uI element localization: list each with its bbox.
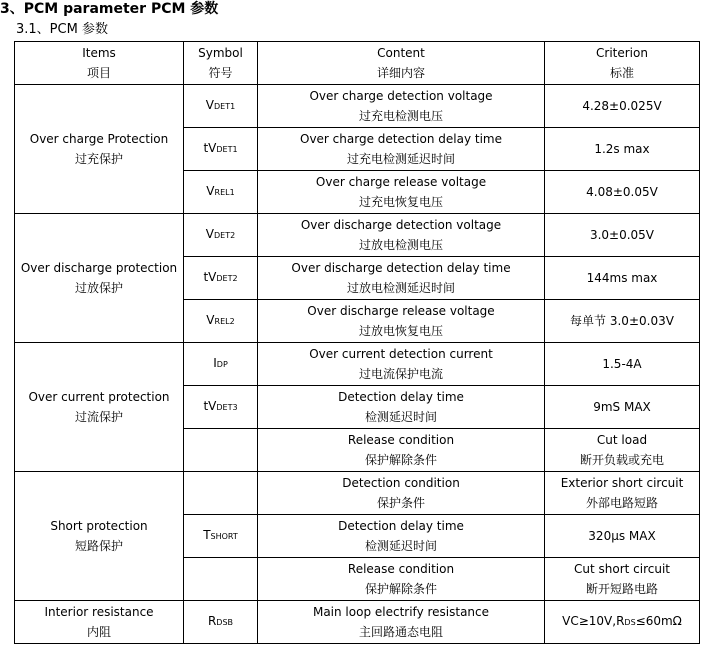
criterion-value: 1.5-4A [602, 357, 642, 371]
criterion-cell [545, 343, 700, 386]
item-label-en: Interior resistance [44, 605, 154, 619]
symbol-cell [184, 257, 258, 300]
content-zh: 过放电检测电压 [358, 238, 443, 252]
symbol-main: R [207, 614, 217, 628]
symbol-subscript: SHORT [210, 532, 238, 541]
content-zh: 过电流保护电流 [358, 367, 443, 381]
symbol [203, 528, 238, 542]
criterion-cell [545, 128, 700, 171]
content-zh: 保护解除条件 [364, 582, 437, 596]
symbol-subscript: DET3 [216, 403, 238, 412]
content-en: Detection condition [342, 476, 460, 490]
symbol-subscript: REL1 [214, 188, 235, 197]
symbol-cell [184, 343, 258, 386]
item-cell [15, 472, 184, 601]
symbol-cell [184, 171, 258, 214]
subsection-heading: 3.1、PCM 参数 [16, 22, 108, 37]
content-zh: 过充电检测延迟时间 [346, 152, 455, 166]
content-cell [258, 214, 545, 257]
symbol-cell [184, 85, 258, 128]
table-row [15, 472, 700, 515]
criterion-value: 4.28±0.025V [582, 99, 662, 113]
content-cell [258, 300, 545, 343]
criterion-value: 4.08±0.05V [586, 185, 658, 199]
criterion-cell [545, 386, 700, 429]
criterion-cell [545, 214, 700, 257]
symbol-main: tV [203, 270, 217, 284]
criterion-value: 144ms max [586, 271, 658, 285]
symbol-subscript: DSB [216, 618, 234, 627]
content-en: Over charge release voltage [315, 175, 487, 189]
item-cell [15, 343, 184, 472]
table-row [15, 85, 700, 128]
content-en: Over charge detection delay time [300, 132, 502, 146]
content-cell [258, 429, 545, 472]
symbol-cell [184, 214, 258, 257]
content-cell [258, 85, 545, 128]
content-zh: 检测延迟时间 [364, 539, 437, 553]
criterion-cell [545, 601, 700, 644]
content-zh: 保护条件 [376, 496, 425, 510]
symbol [208, 614, 233, 628]
content-cell [258, 472, 545, 515]
criterion-value: 1.2s max [594, 142, 650, 156]
table-row [15, 343, 700, 386]
pcm-parameter-table [14, 41, 700, 644]
item-label-zh: 内阻 [86, 625, 111, 639]
content-en: Main loop electrify resistance [312, 605, 490, 619]
symbol-cell [184, 429, 258, 472]
criterion-cell [545, 85, 700, 128]
symbol-main: I [213, 356, 217, 370]
content-en: Over discharge release voltage [307, 304, 495, 318]
content-cell [258, 601, 545, 644]
symbol [203, 399, 237, 413]
symbol-subscript: DET1 [214, 102, 236, 111]
table-header-row [15, 42, 700, 85]
item-label-zh: 过流保护 [74, 410, 123, 424]
symbol-cell [184, 128, 258, 171]
content-en: Release condition [347, 433, 455, 447]
symbol-main: V [206, 313, 215, 327]
table-row [15, 214, 700, 257]
item-label-zh: 过充保护 [74, 152, 123, 166]
symbol-cell [184, 386, 258, 429]
item-label-en: Over discharge protection [20, 261, 178, 275]
symbol [206, 98, 235, 112]
item-label-en: Over charge Protection [29, 132, 169, 146]
symbol-main: V [206, 184, 215, 198]
content-en: Detection delay time [338, 519, 464, 533]
section-heading: 3、PCM parameter PCM 参数 [0, 1, 219, 17]
column-header-symbol: Symbol 符号 [184, 42, 258, 85]
symbol-main: V [205, 227, 214, 241]
symbol-main: V [205, 98, 214, 112]
column-header-content: Content 详细内容 [258, 42, 545, 85]
symbol-subscript: DET2 [214, 231, 236, 240]
criterion-cell [545, 300, 700, 343]
criterion-subscript: DS [624, 618, 636, 627]
criterion-value [547, 611, 697, 633]
content-en: Over current detection current [309, 347, 493, 361]
criterion-part: ≤60mΩ [635, 614, 682, 628]
criterion-cell [545, 257, 700, 300]
symbol [203, 270, 237, 284]
criterion-value: 每单节 3.0±0.03V [570, 314, 674, 328]
content-zh: 过充电恢复电压 [358, 195, 443, 209]
content-cell [258, 386, 545, 429]
content-cell [258, 558, 545, 601]
content-en: Release condition [347, 562, 455, 576]
symbol-subscript: DET1 [216, 145, 238, 154]
content-zh: 主回路通态电阻 [358, 625, 443, 639]
symbol-cell [184, 472, 258, 515]
symbol [203, 141, 237, 155]
column-header-criterion: Criterion 标准 [545, 42, 700, 85]
criterion-cell [545, 472, 700, 515]
content-zh: 检测延迟时间 [364, 410, 437, 424]
symbol-subscript: DP [216, 360, 228, 369]
item-cell [15, 85, 184, 214]
symbol-main: T [203, 528, 211, 542]
symbol-cell [184, 601, 258, 644]
symbol-cell [184, 558, 258, 601]
column-header-items: Items 项目 [15, 42, 184, 85]
criterion-value: Exterior short circuit [560, 476, 684, 490]
content-cell [258, 515, 545, 558]
content-zh: 过充电检测电压 [358, 109, 443, 123]
criterion-value-zh: 外部电路短路 [585, 496, 658, 510]
criterion-value-zh: 断开短路电路 [585, 582, 658, 596]
criterion-value: 3.0±0.05V [589, 228, 655, 242]
criterion-cell [545, 558, 700, 601]
symbol-main: tV [203, 141, 217, 155]
item-label-zh: 短路保护 [74, 539, 123, 553]
criterion-value: 9mS MAX [593, 400, 651, 414]
table-row [15, 601, 700, 644]
item-label-en: Over current protection [28, 390, 170, 404]
content-en: Over discharge detection delay time [291, 261, 511, 275]
content-zh: 过放电检测延迟时间 [346, 281, 455, 295]
criterion-value-zh: 断开负载或充电 [579, 453, 664, 467]
criterion-value: Cut load [596, 433, 648, 447]
symbol-subscript: DET2 [216, 274, 238, 283]
item-label-en: Short protection [50, 519, 148, 533]
criterion-value: Cut short circuit [574, 562, 670, 576]
content-en: Over discharge detection voltage [300, 218, 502, 232]
content-en: Over charge detection voltage [309, 89, 493, 103]
content-en: Detection delay time [338, 390, 464, 404]
item-cell [15, 601, 184, 644]
criterion-cell [545, 171, 700, 214]
criterion-cell [545, 429, 700, 472]
content-zh: 保护解除条件 [364, 453, 437, 467]
content-cell [258, 128, 545, 171]
symbol [206, 184, 234, 198]
symbol [213, 356, 228, 370]
symbol-cell [184, 300, 258, 343]
symbol-main: tV [203, 399, 217, 413]
criterion-part: VC≥10V,R [562, 614, 625, 628]
symbol-subscript: REL2 [214, 317, 235, 326]
content-cell [258, 257, 545, 300]
item-cell [15, 214, 184, 343]
symbol-cell [184, 515, 258, 558]
criterion-value: 320μs MAX [588, 529, 656, 543]
content-cell [258, 171, 545, 214]
content-cell [258, 343, 545, 386]
content-zh: 过放电恢复电压 [358, 324, 443, 338]
symbol [206, 227, 235, 241]
item-label-zh: 过放保护 [74, 281, 123, 295]
criterion-cell [545, 515, 700, 558]
symbol [206, 313, 234, 327]
